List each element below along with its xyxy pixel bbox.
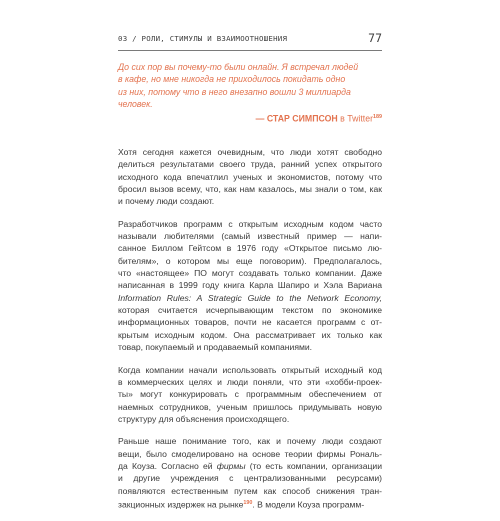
text-line: бросил вызов всему, что, как нам казалось, мы знали о том, как — [118, 184, 382, 195]
paragraph-2 — [118, 218, 382, 354]
text-line: Когда компании начали использовать открытый исходный код — [118, 364, 382, 375]
text-line: бителям», о котором мы еще поговорим). Предполагалось, — [118, 255, 382, 266]
epigraph-line: в кафе, но мне никогда не приходилось покидать одно — [118, 74, 346, 85]
text-line: структуру для объяснения происходящего. — [118, 413, 290, 424]
text-line: и почему люди создают. — [118, 196, 215, 207]
text-line: Разработчиков программ с открытым исходным кодом часто — [118, 218, 382, 229]
epigraph-line: человек. — [118, 99, 153, 110]
footnote-ref[interactable]: 189 — [373, 114, 382, 120]
text-line: информационных товаров, почти не касается программ с от- — [118, 317, 382, 328]
paragraph-1 — [118, 146, 382, 208]
text-line: товар, покупаемый и продаваемый компаниями. — [118, 342, 313, 353]
epigraph-attribution — [118, 111, 382, 125]
text-line: наемных сотрудников, ученым пришлось придумывать новую — [118, 401, 382, 412]
text-line: в коммерческих целях и люди поняли, что эти «хобби-проек- — [118, 376, 382, 387]
epigraph-quote — [118, 61, 382, 111]
text-segment: закционных издержек на рынке — [118, 499, 244, 510]
epigraph-line: До сих пор вы почему-то были онлайн. Я встречал людей — [118, 62, 359, 72]
page-number: 77 — [368, 31, 382, 45]
text-line: делиться результатами своего труда, ранний успех открытого — [118, 159, 382, 170]
running-head: 03 / РОЛИ, СТИМУЛЫ И ВЗАИМООТНОШЕНИЯ — [118, 34, 288, 43]
text-line: вещи, было смоделировано на основе теории фирмы Рональ- — [118, 448, 382, 459]
text-segment: В модели Коуза программ- — [257, 499, 365, 510]
text-line: и другие учреждения с централизованными ресурсами) — [118, 473, 382, 484]
text-line: которая считается исчерпывающим текстом по экономике — [118, 305, 382, 316]
text-line: Хотя сегодня кажется очевидным, что люди хотят свободно — [118, 147, 382, 157]
text-segment: да Коуза. Согласно ей — [118, 460, 217, 471]
text-line: ты» могут конкурировать с программным обеспечением от — [118, 389, 382, 400]
paragraph-3 — [118, 364, 382, 426]
text-segment: (то есть компании, организации — [245, 460, 382, 471]
text-line: называли любителями (самый известный пример — напи- — [118, 231, 382, 242]
attribution-author: — СТАР СИМПСОН — [255, 113, 338, 124]
text-line — [118, 460, 382, 472]
body-text — [118, 146, 382, 521]
text-line: что «настоящее» ПО могут создавать только компании. Даже — [118, 268, 382, 279]
italic-term: фирмы — [216, 460, 246, 471]
footnote-ref[interactable]: 190 — [243, 499, 253, 506]
header-rule — [118, 50, 382, 51]
book-title-line: Information Rules: A Strategic Guide to the Network Economy, — [118, 292, 382, 303]
text-line: закционных издержек на рынке$^{190}$. В модели Коуза программ- — [118, 499, 365, 510]
epigraph-line: из них, потому что в него внезапно вошли 3 миллиарда — [118, 86, 351, 97]
text-line: появляются естественным путем как способ снижения тран- — [118, 485, 382, 496]
text-line: написанная в 1999 году книга Карла Шапиро и Хэла Вариана — [118, 280, 382, 291]
page-header — [118, 31, 382, 45]
text-line: крытым исходным кодом. Она рассматривает их только как — [118, 329, 382, 340]
attribution-source: в Twitter — [337, 113, 373, 124]
text-line: Раньше наше понимание того, как и почему люди создают — [118, 436, 382, 447]
text-line: санное Биллом Гейтсом в 1976 году «Открытое письмо лю- — [118, 243, 382, 254]
text-line: исходного кода впечатлил ученых и экономистов, потому что — [118, 171, 382, 182]
